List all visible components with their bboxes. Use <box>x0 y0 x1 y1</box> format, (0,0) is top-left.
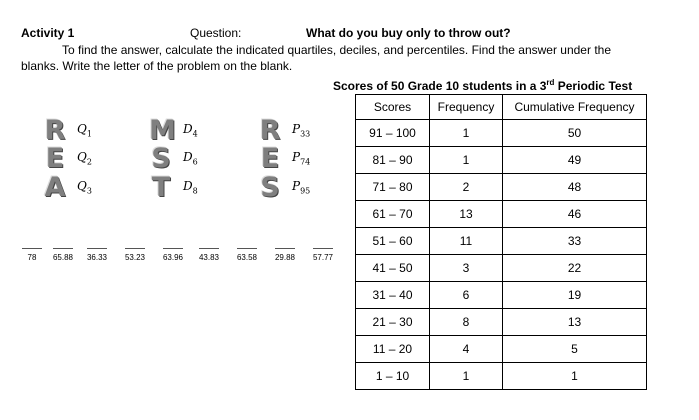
cell-frequency: 1 <box>430 120 503 147</box>
answer-blank[interactable] <box>19 248 45 262</box>
statistic-symbol: Q <box>77 121 87 136</box>
table-title-sup: rd <box>546 78 555 87</box>
table-row <box>356 309 647 336</box>
cell-frequency: 3 <box>430 255 503 282</box>
letter-item <box>43 142 92 174</box>
cell-cumulative: 46 <box>503 201 647 228</box>
answer-blank[interactable] <box>84 248 110 262</box>
cell-scores: 11 – 20 <box>356 336 430 363</box>
statistic-symbol: Q <box>77 149 87 164</box>
cell-cumulative: 48 <box>503 174 647 201</box>
statistic-symbol: D <box>183 121 193 136</box>
blank-value: 63.58 <box>236 253 258 262</box>
cell-cumulative: 50 <box>503 120 647 147</box>
letter-glyph: R <box>44 114 66 146</box>
blank-value: 65.88 <box>52 253 74 262</box>
statistic-symbol: D <box>183 149 193 164</box>
statistic-label <box>77 179 92 195</box>
statistic-label <box>183 122 198 138</box>
letter-glyph: S <box>151 142 171 174</box>
table-row <box>356 147 647 174</box>
blank-line <box>163 248 183 249</box>
answer-blank[interactable] <box>50 248 76 262</box>
blank-value: 63.96 <box>162 253 184 262</box>
cell-cumulative: 13 <box>503 309 647 336</box>
instruction-line-2: blanks. Write the letter of the problem on the blank. <box>21 59 293 73</box>
blank-line <box>313 248 333 249</box>
cell-frequency: 11 <box>430 228 503 255</box>
cell-frequency: 8 <box>430 309 503 336</box>
cell-frequency: 4 <box>430 336 503 363</box>
blank-value: 36.33 <box>86 253 108 262</box>
cell-scores: 31 – 40 <box>356 282 430 309</box>
cell-frequency: 13 <box>430 201 503 228</box>
statistic-symbol: Q <box>77 178 87 193</box>
blank-line <box>53 248 73 249</box>
blank-line <box>125 248 145 249</box>
table-title-suffix: Periodic Test <box>554 79 633 93</box>
table-header-row <box>356 95 647 120</box>
header-scores: Scores <box>356 95 430 120</box>
statistic-symbol: P <box>292 121 301 136</box>
answer-blank[interactable] <box>272 248 298 262</box>
statistic-label <box>77 122 92 138</box>
table-row <box>356 363 647 390</box>
answer-blank[interactable] <box>234 248 260 262</box>
statistic-label <box>292 122 310 138</box>
table-title <box>333 78 632 93</box>
statistic-label <box>183 179 198 195</box>
statistic-label <box>292 150 310 166</box>
blank-value: 78 <box>27 253 37 262</box>
table-row <box>356 336 647 363</box>
blank-line <box>22 248 42 249</box>
statistic-label <box>183 150 198 166</box>
instruction-line-1: To find the answer, calculate the indicated quartiles, deciles, and percentiles. Find the answer under the <box>62 43 611 57</box>
cell-scores: 1 – 10 <box>356 363 430 390</box>
statistic-subscript: 95 <box>300 186 311 196</box>
letter-glyph: A <box>44 171 66 203</box>
letter-glyph: M <box>149 114 176 146</box>
statistic-subscript: 1 <box>86 129 92 139</box>
question-text: What do you buy only to throw out? <box>306 26 511 40</box>
letter-item <box>149 142 198 174</box>
cell-cumulative: 19 <box>503 282 647 309</box>
blank-line <box>237 248 257 249</box>
table-row <box>356 174 647 201</box>
answer-blank[interactable] <box>196 248 222 262</box>
letter-glyph: S <box>260 171 280 203</box>
statistic-subscript: 8 <box>192 186 198 196</box>
cell-cumulative: 49 <box>503 147 647 174</box>
cell-cumulative: 33 <box>503 228 647 255</box>
statistic-subscript: 33 <box>300 129 311 139</box>
cell-cumulative: 1 <box>503 363 647 390</box>
cell-scores: 81 – 90 <box>356 147 430 174</box>
blank-value: 57.77 <box>312 253 334 262</box>
letter-item <box>258 142 311 174</box>
letter-glyph: E <box>260 142 280 174</box>
letter-item <box>43 114 92 146</box>
header <box>21 26 681 42</box>
answer-blank[interactable] <box>160 248 186 262</box>
cell-scores: 71 – 80 <box>356 174 430 201</box>
letter-item <box>43 171 92 203</box>
header-cumulative-frequency: Cumulative Frequency <box>503 95 647 120</box>
letter-item <box>149 171 198 203</box>
cell-cumulative: 5 <box>503 336 647 363</box>
statistic-subscript: 2 <box>86 157 92 167</box>
answer-blank[interactable] <box>310 248 336 262</box>
blank-value: 29.88 <box>274 253 296 262</box>
letter-glyph: T <box>151 171 171 203</box>
cell-frequency: 2 <box>430 174 503 201</box>
statistic-subscript: 6 <box>192 157 198 167</box>
statistic-symbol: P <box>292 149 301 164</box>
letter-item <box>149 114 198 146</box>
activity-title: Activity 1 <box>21 26 75 40</box>
cell-frequency: 6 <box>430 282 503 309</box>
header-frequency: Frequency <box>430 95 503 120</box>
table-row <box>356 201 647 228</box>
statistic-label <box>77 150 92 166</box>
cell-frequency: 1 <box>430 363 503 390</box>
answer-blank[interactable] <box>122 248 148 262</box>
blank-line <box>275 248 295 249</box>
cell-cumulative: 22 <box>503 255 647 282</box>
cell-scores: 51 – 60 <box>356 228 430 255</box>
statistic-subscript: 74 <box>300 157 311 167</box>
cell-scores: 91 – 100 <box>356 120 430 147</box>
table-row <box>356 255 647 282</box>
statistic-label <box>292 179 310 195</box>
frequency-table <box>355 94 647 390</box>
table-row <box>356 228 647 255</box>
cell-scores: 61 – 70 <box>356 201 430 228</box>
letter-glyph: R <box>259 114 281 146</box>
statistic-subscript: 3 <box>86 186 92 196</box>
statistic-symbol: P <box>292 178 301 193</box>
statistic-symbol: D <box>183 178 193 193</box>
question-label: Question: <box>190 26 242 40</box>
letter-glyph: E <box>45 142 65 174</box>
table-row <box>356 282 647 309</box>
blank-value: 53.23 <box>124 253 146 262</box>
cell-scores: 21 – 30 <box>356 309 430 336</box>
blank-line <box>199 248 219 249</box>
cell-scores: 41 – 50 <box>356 255 430 282</box>
letter-item <box>258 171 311 203</box>
cell-frequency: 1 <box>430 147 503 174</box>
statistic-subscript: 4 <box>192 129 198 139</box>
blank-line <box>87 248 107 249</box>
letter-item <box>258 114 311 146</box>
table-title-prefix: Scores of 50 Grade 10 students in a 3 <box>333 79 547 93</box>
blank-value: 43.83 <box>198 253 220 262</box>
table-row <box>356 120 647 147</box>
